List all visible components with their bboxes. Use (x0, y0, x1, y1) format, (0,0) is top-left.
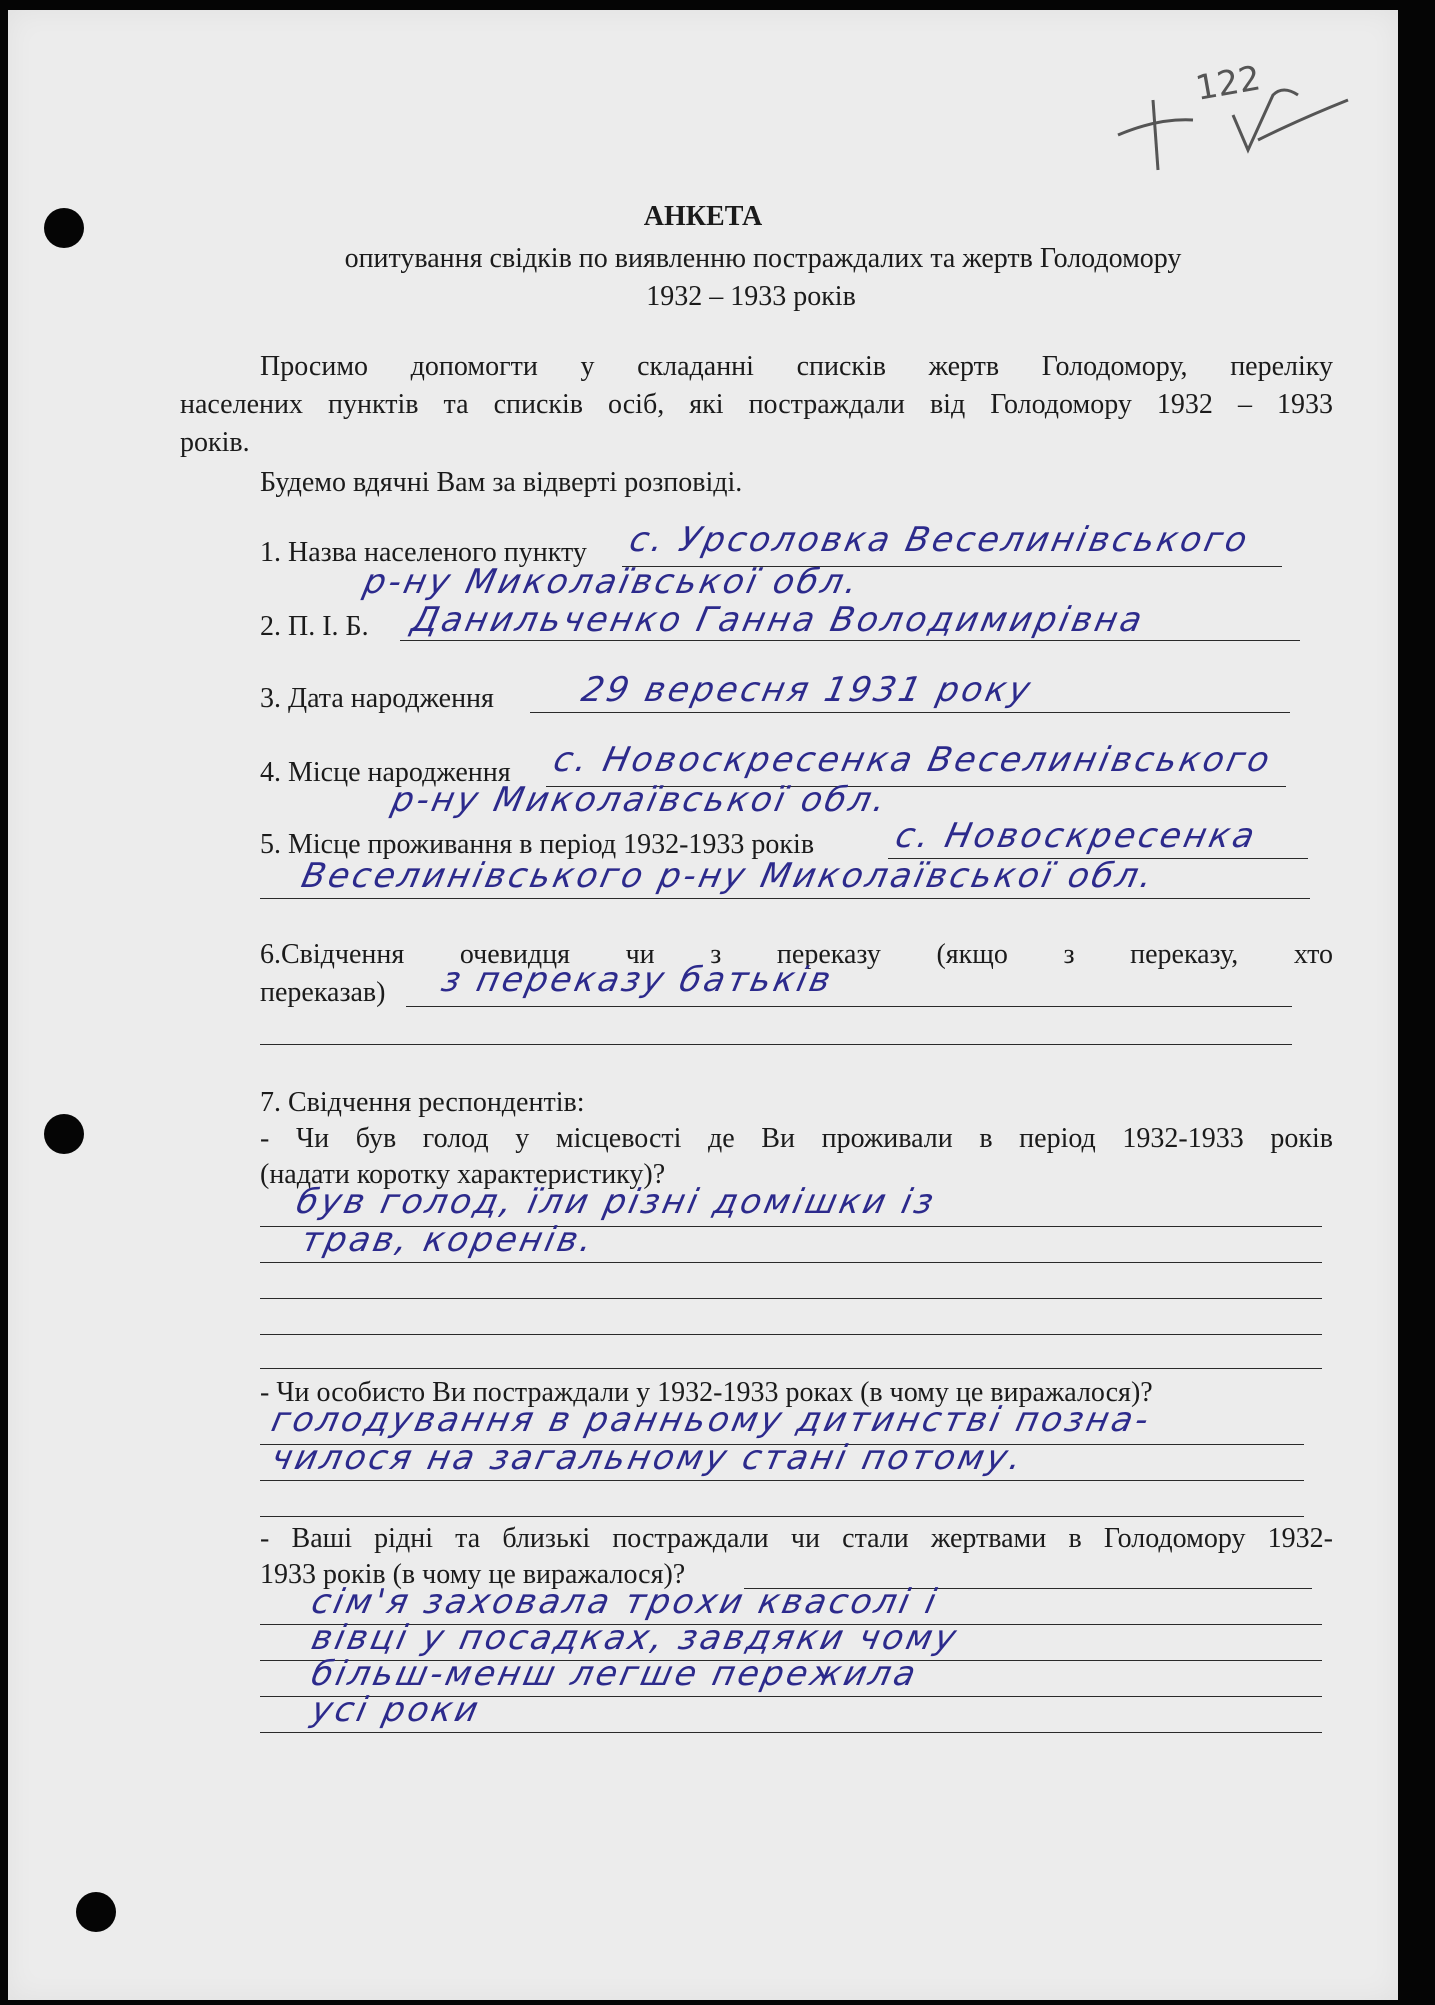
residence-value-line-1: с. Новоскресенка (892, 816, 1261, 856)
corner-mark-number: 122 (1192, 58, 1264, 109)
answer-2-text-2: чилося на загальному стані потому. (268, 1438, 1029, 1478)
birth-date-underline (530, 712, 1290, 713)
testimony-label-line-2: переказав) (260, 977, 386, 1008)
answer-1-text-1: був голод, їли різні домішки із (293, 1182, 940, 1222)
intro-thanks: Будемо вдячні Вам за відверті розповіді. (260, 467, 743, 498)
name-label: 2. П. І. Б. (260, 611, 369, 642)
answer-3-text-3: більш-менш легше пережила (308, 1654, 923, 1694)
question-1-line-1: - Чи був голод у місцевості де Ви проживали в період 1932-1933 років (260, 1123, 1333, 1154)
answer-3-text-1: сім'я заховала трохи квасолі і (308, 1582, 943, 1622)
intro-line-1: Просимо допомогти у складанні списків жертв Голодомору, переліку (260, 351, 1333, 382)
questionnaire-sheet (8, 10, 1398, 2000)
settlement-value-line-2: р-ну Миколаївської обл. (360, 562, 864, 602)
punch-hole-middle (44, 1114, 84, 1154)
handwritten-corner-mark (1098, 40, 1358, 190)
settlement-label: 1. Назва населеного пункту (260, 537, 587, 568)
answer-2-text-1: голодування в ранньому дитинстві позна- (268, 1400, 1156, 1440)
name-value: Данильченко Ганна Володимирівна (408, 600, 1149, 640)
answer-2-line-3 (260, 1516, 1304, 1517)
testimony-underline-1 (406, 1006, 1292, 1007)
birth-place-value-line-1: с. Новоскресенка Веселинівського (550, 740, 1276, 780)
section-7-heading: 7. Свідчення респондентів: (260, 1087, 585, 1118)
testimony-underline-2 (260, 1044, 1292, 1045)
birth-date-value: 29 вересня 1931 року (578, 670, 1037, 710)
testimony-value: з переказу батьків (438, 960, 838, 1000)
question-3-line-1: - Ваші рідні та близькі постраждали чи стали жертвами в Голодомору 1932- (260, 1523, 1333, 1554)
settlement-value-line-1: с. Урсоловка Веселинівського (626, 520, 1254, 560)
answer-1-line-3 (260, 1298, 1322, 1299)
intro-line-2: населених пунктів та списків осіб, які постраждали від Голодомору 1932 – 1933 (180, 389, 1333, 420)
residence-label: 5. Місце проживання в період 1932-1933 років (260, 829, 815, 860)
answer-3-text-4: усі роки (308, 1690, 485, 1730)
answer-1-line-5 (260, 1368, 1322, 1369)
answer-3-text-2: вівці у посадках, завдяки чому (308, 1618, 963, 1658)
intro-line-3: років. (180, 427, 250, 458)
form-years: 1932 – 1933 років (646, 281, 856, 312)
form-title: АНКЕТА (643, 201, 763, 232)
answer-1-line-4 (260, 1334, 1322, 1335)
answer-1-line-2 (260, 1262, 1322, 1263)
residence-value-line-2: Веселинівського р-ну Миколаївської обл. (298, 856, 1159, 896)
birth-place-label: 4. Місце народження (260, 757, 511, 788)
testimony-label-line-1: 6.Свідчення очевидця чи з переказу (якщо з переказу, хто (260, 939, 1333, 970)
answer-3-line-4 (260, 1732, 1322, 1733)
residence-underline-2 (260, 898, 1310, 899)
question-1-line-2: (надати коротку характеристику)? (260, 1159, 666, 1190)
question-3-line-2: 1933 років (в чому це виражалося)? (260, 1559, 686, 1590)
birth-place-value-line-2: р-ну Миколаївської обл. (388, 780, 892, 820)
birth-date-label: 3. Дата народження (260, 683, 494, 714)
punch-hole-bottom (76, 1892, 116, 1932)
form-subtitle: опитування свідків по виявленню постраждалих та жертв Голодомору (344, 243, 1182, 274)
name-underline (400, 640, 1300, 641)
question-2: - Чи особисто Ви постраждали у 1932-1933 роках (в чому це виражалося)? (260, 1377, 1153, 1408)
answer-1-text-2: трав, коренів. (298, 1220, 599, 1260)
answer-2-line-2 (260, 1480, 1304, 1481)
